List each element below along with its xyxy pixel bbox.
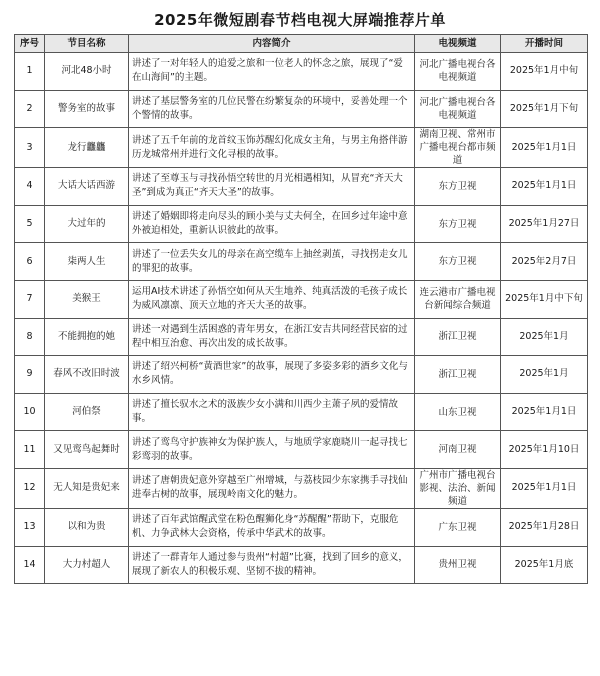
cell-no: 6 bbox=[15, 243, 45, 281]
cell-no: 10 bbox=[15, 393, 45, 431]
cell-channel: 湖南卫视、常州市广播电视台都市频道 bbox=[415, 128, 501, 168]
table-row bbox=[15, 90, 588, 128]
cell-desc: 讲述了绍兴柯桥“黄酒世家”的故事，展现了多姿多彩的酒乡文化与水乡风情。 bbox=[129, 356, 415, 394]
cell-name: 龙行龘龘 bbox=[45, 128, 129, 168]
cell-date: 2025年1月10日 bbox=[501, 431, 588, 469]
cell-channel: 东方卫视 bbox=[415, 243, 501, 281]
cell-name: 大话大话西游 bbox=[45, 168, 129, 206]
cell-channel: 广东卫视 bbox=[415, 508, 501, 546]
cell-date: 2025年2月7日 bbox=[501, 243, 588, 281]
cell-name: 警务室的故事 bbox=[45, 90, 129, 128]
cell-name: 大力村超人 bbox=[45, 546, 129, 584]
table-row bbox=[15, 128, 588, 168]
cell-date: 2025年1月 bbox=[501, 356, 588, 394]
cell-name: 大过年的 bbox=[45, 205, 129, 243]
cell-date: 2025年1月中下旬 bbox=[501, 280, 588, 318]
cell-date: 2025年1月27日 bbox=[501, 205, 588, 243]
cell-channel: 浙江卫视 bbox=[415, 356, 501, 394]
cell-no: 12 bbox=[15, 468, 45, 508]
cell-desc: 讲述一对遇到生活困惑的青年男女，在浙江安吉共同经营民宿的过程中相互治愈、再次出发的成长故事。 bbox=[129, 318, 415, 356]
cell-name: 又见鸾鸟起舞时 bbox=[45, 431, 129, 469]
cell-channel: 河北广播电视台各电视频道 bbox=[415, 90, 501, 128]
table-row bbox=[15, 168, 588, 206]
header-name: 节目名称 bbox=[45, 35, 129, 53]
table-row bbox=[15, 243, 588, 281]
cell-date: 2025年1月下旬 bbox=[501, 90, 588, 128]
cell-channel: 东方卫视 bbox=[415, 205, 501, 243]
table-row bbox=[15, 53, 588, 91]
cell-name: 柒两人生 bbox=[45, 243, 129, 281]
cell-name: 河伯祭 bbox=[45, 393, 129, 431]
cell-desc: 讲述了五千年前的龙首纹玉饰苏醒幻化成女主角，与男主角搭伴游历龙城常州并进行文化寻根的故事。 bbox=[129, 128, 415, 168]
table-header-row bbox=[15, 35, 588, 53]
cell-desc: 讲述了唐朝贵妃意外穿越至广州增城，与荔枝园少东家携手寻找仙进奉古树的故事，展现岭南文化的魅力。 bbox=[129, 468, 415, 508]
cell-no: 5 bbox=[15, 205, 45, 243]
cell-date: 2025年1月1日 bbox=[501, 393, 588, 431]
cell-desc: 讲述了婚姻即将走向尽头的顾小美与丈夫何全，在回乡过年途中意外被迫相处，重新认识彼此的故事。 bbox=[129, 205, 415, 243]
cell-no: 8 bbox=[15, 318, 45, 356]
table-row bbox=[15, 318, 588, 356]
cell-desc: 讲述了百年武馆醒武堂在粉色醒狮化身“苏醒醒”帮助下，克服危机、力争武林大会资格，传承中华武术的故事。 bbox=[129, 508, 415, 546]
header-no: 序号 bbox=[15, 35, 45, 53]
table-row bbox=[15, 508, 588, 546]
cell-no: 14 bbox=[15, 546, 45, 584]
cell-date: 2025年1月 bbox=[501, 318, 588, 356]
cell-desc: 讲述了擅长驭水之术的汲族少女小满和川西少主萧子夙的爱情故事。 bbox=[129, 393, 415, 431]
cell-no: 1 bbox=[15, 53, 45, 91]
header-channel: 电视频道 bbox=[415, 35, 501, 53]
cell-no: 3 bbox=[15, 128, 45, 168]
table-row bbox=[15, 546, 588, 584]
cell-no: 4 bbox=[15, 168, 45, 206]
table-row bbox=[15, 468, 588, 508]
cell-desc: 运用AI技术讲述了孙悟空如何从天生地养、纯真活泼的毛孩子成长为威风凛凛、顶天立地的齐天大圣的故事。 bbox=[129, 280, 415, 318]
cell-channel: 东方卫视 bbox=[415, 168, 501, 206]
cell-name: 河北48小时 bbox=[45, 53, 129, 91]
cell-date: 2025年1月底 bbox=[501, 546, 588, 584]
cell-channel: 浙江卫视 bbox=[415, 318, 501, 356]
cell-no: 7 bbox=[15, 280, 45, 318]
cell-no: 2 bbox=[15, 90, 45, 128]
cell-date: 2025年1月1日 bbox=[501, 128, 588, 168]
cell-name: 春风不改旧时波 bbox=[45, 356, 129, 394]
cell-desc: 讲述了一群青年人通过参与贵州“村超”比赛，找到了回乡的意义，展现了新农人的积极乐观、坚韧不拔的精神。 bbox=[129, 546, 415, 584]
cell-no: 13 bbox=[15, 508, 45, 546]
cell-name: 以和为贵 bbox=[45, 508, 129, 546]
table-row bbox=[15, 431, 588, 469]
table-row bbox=[15, 356, 588, 394]
header-date: 开播时间 bbox=[501, 35, 588, 53]
table-row bbox=[15, 280, 588, 318]
cell-desc: 讲述了一对年轻人的追爱之旅和一位老人的怀念之旅，展现了“爱在山海间”的主题。 bbox=[129, 53, 415, 91]
table-row bbox=[15, 393, 588, 431]
cell-name: 无人知是贵妃来 bbox=[45, 468, 129, 508]
cell-channel: 贵州卫视 bbox=[415, 546, 501, 584]
cell-date: 2025年1月1日 bbox=[501, 468, 588, 508]
cell-channel: 河南卫视 bbox=[415, 431, 501, 469]
cell-desc: 讲述了至尊玉与寻找孙悟空转世的月光相遇相知，从冒充“齐天大圣”到成为真正“齐天大圣”的故事。 bbox=[129, 168, 415, 206]
cell-no: 9 bbox=[15, 356, 45, 394]
cell-date: 2025年1月1日 bbox=[501, 168, 588, 206]
cell-name: 美猴王 bbox=[45, 280, 129, 318]
cell-name: 不能拥抱的她 bbox=[45, 318, 129, 356]
cell-channel: 山东卫视 bbox=[415, 393, 501, 431]
cell-date: 2025年1月28日 bbox=[501, 508, 588, 546]
cell-desc: 讲述了鸾鸟守护族神女为保护族人，与地质学家鹿晓川一起寻找七彩鸾羽的故事。 bbox=[129, 431, 415, 469]
program-table bbox=[14, 34, 588, 584]
table-row bbox=[15, 205, 588, 243]
cell-no: 11 bbox=[15, 431, 45, 469]
table-body bbox=[15, 53, 588, 584]
cell-desc: 讲述了一位丢失女儿的母亲在高空缆车上抽丝剥茧，寻找拐走女儿的罪犯的故事。 bbox=[129, 243, 415, 281]
cell-date: 2025年1月中旬 bbox=[501, 53, 588, 91]
header-desc: 内容简介 bbox=[129, 35, 415, 53]
cell-desc: 讲述了基层警务室的几位民警在纷繁复杂的环境中，妥善处理一个个警情的故事。 bbox=[129, 90, 415, 128]
cell-channel: 广州市广播电视台影视、法治、新闻频道 bbox=[415, 468, 501, 508]
cell-channel: 河北广播电视台各电视频道 bbox=[415, 53, 501, 91]
cell-channel: 连云港市广播电视台新闻综合频道 bbox=[415, 280, 501, 318]
document-title: 2025年微短剧春节档电视大屏端推荐片单 bbox=[154, 11, 446, 29]
